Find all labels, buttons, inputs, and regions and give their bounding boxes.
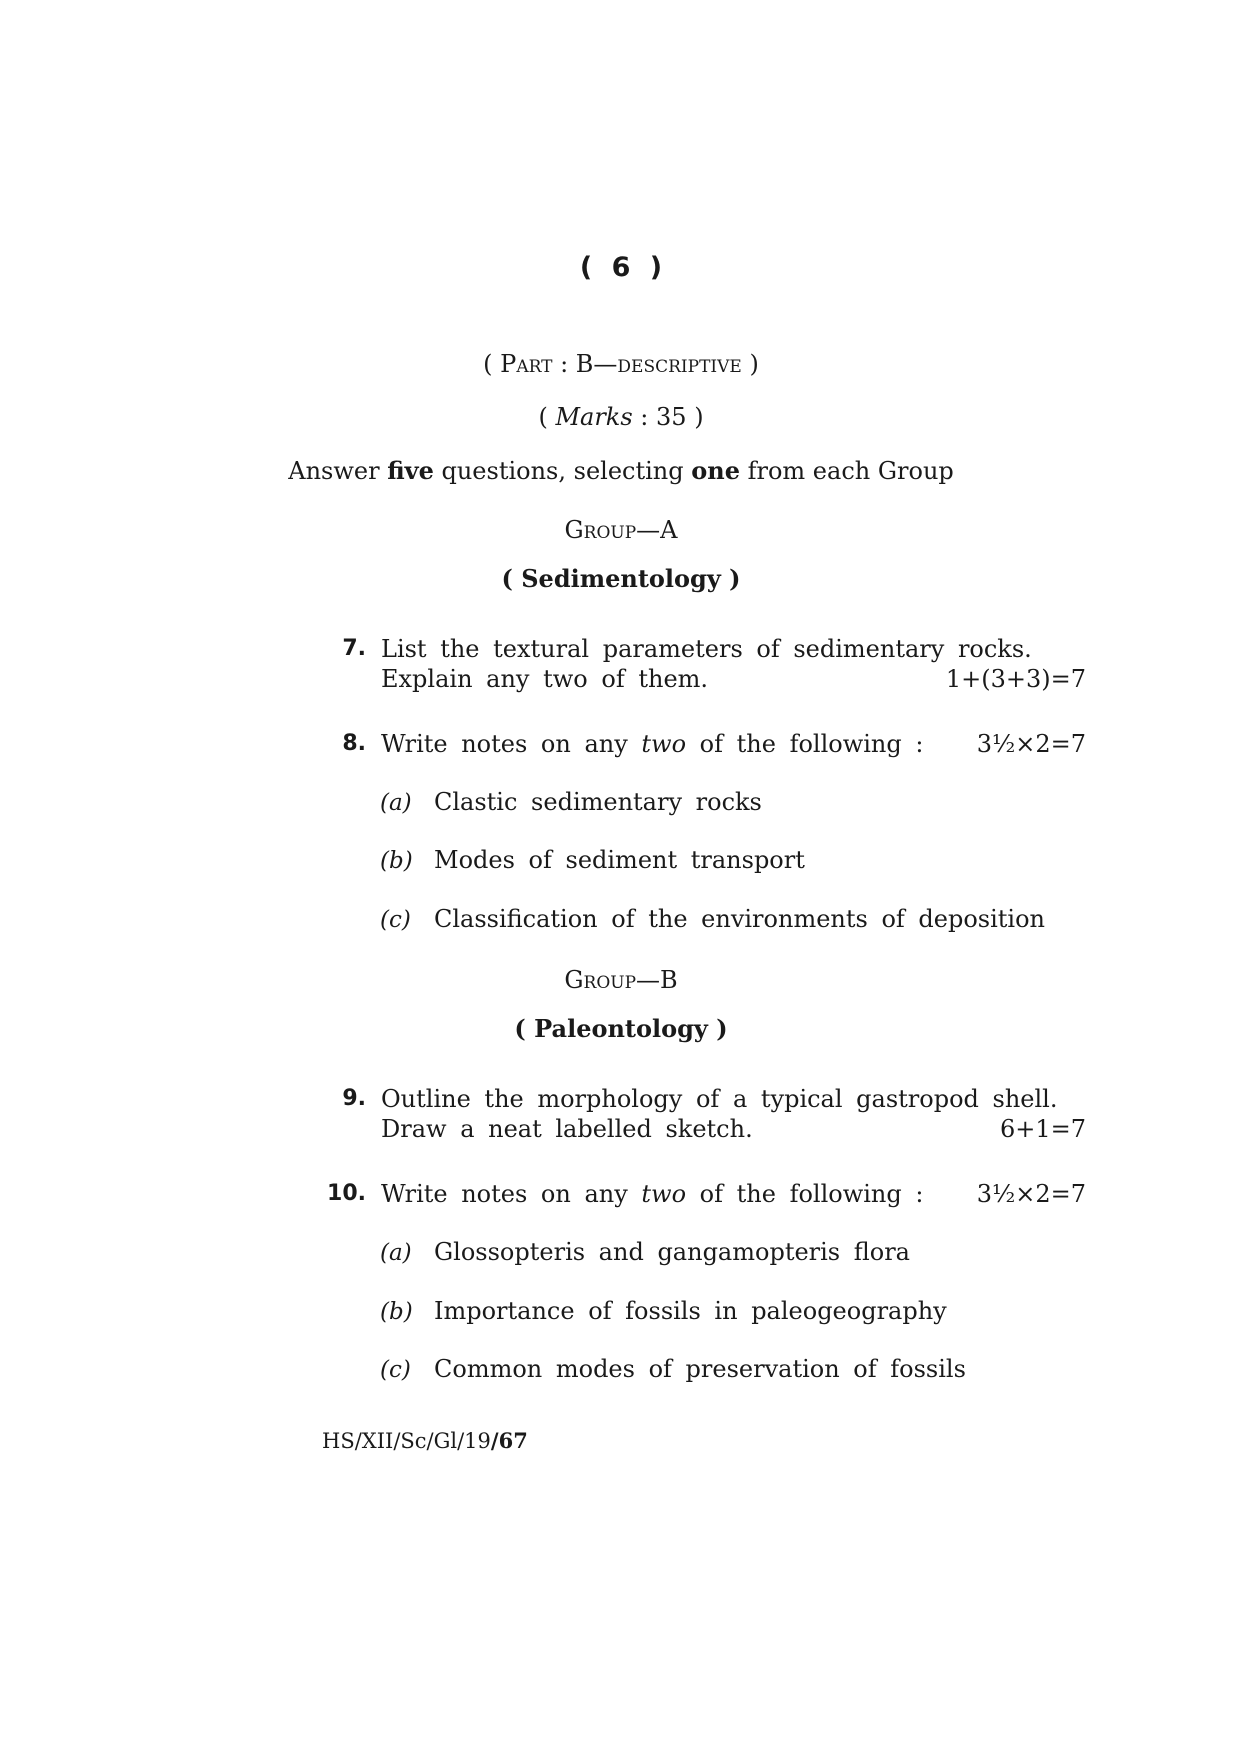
question-text: Write notes on any two of the following : — [381, 1180, 924, 1208]
question-text: Explain any two of them. — [381, 665, 709, 693]
marks-label: Marks — [555, 403, 633, 431]
question-9 — [320, 1084, 1086, 1144]
question-number: 8. — [342, 731, 366, 756]
option-label: (a) — [380, 1240, 412, 1266]
question-text: Draw a neat labelled sketch. — [381, 1115, 753, 1143]
option-label: (b) — [380, 848, 413, 874]
option-text: Common modes of preservation of fossils — [434, 1355, 966, 1383]
question-number: 9. — [342, 1086, 366, 1111]
paper-code: HS/XII/Sc/Gl/19/67 — [322, 1428, 528, 1453]
group-a-title: Group—A — [564, 516, 678, 544]
option-text: Classification of the environments of deposition — [434, 905, 1046, 933]
question-marks: 6+1=7 — [999, 1115, 1086, 1143]
option-label: (a) — [380, 790, 412, 816]
marks-value: : 35 — [640, 403, 687, 431]
option-text: Glossopteris and gangamopteris flora — [434, 1238, 910, 1266]
option-8a — [380, 788, 762, 816]
total-marks: ( Marks : 35 ) — [538, 403, 704, 431]
part-name: Part : B—descriptive — [500, 350, 742, 378]
option-label: (c) — [380, 1357, 411, 1383]
option-text: Clastic sedimentary rocks — [434, 788, 762, 816]
option-label: (c) — [380, 907, 411, 933]
option-8b — [380, 846, 805, 874]
question-marks: 1+(3+3)=7 — [945, 665, 1086, 693]
option-10c — [380, 1355, 966, 1383]
instruction: Answer five questions, selecting one from each Group — [288, 456, 954, 485]
question-marks: 3½×2=7 — [976, 1180, 1086, 1208]
option-text: Importance of fossils in paleogeography — [434, 1297, 947, 1325]
question-number: 10. — [327, 1181, 366, 1206]
question-text: Write notes on any two of the following : — [381, 730, 924, 758]
question-text: List the textural parameters of sedimentary rocks. — [381, 635, 1032, 663]
part-title: ( Part : B—descriptive ) — [483, 350, 759, 378]
group-b-subtitle: ( Paleontology ) — [514, 1014, 728, 1043]
page-number: ( 6 ) — [579, 252, 663, 283]
option-8c — [380, 905, 1045, 933]
group-a-subtitle: ( Sedimentology ) — [501, 564, 741, 593]
question-8 — [320, 729, 1086, 759]
option-label: (b) — [380, 1299, 413, 1325]
option-10b — [380, 1297, 947, 1325]
option-10a — [380, 1238, 910, 1266]
question-number: 7. — [342, 636, 366, 661]
question-marks: 3½×2=7 — [976, 730, 1086, 758]
question-text: Outline the morphology of a typical gastropod shell. — [381, 1085, 1058, 1113]
question-7 — [320, 634, 1086, 694]
question-10 — [320, 1179, 1086, 1209]
group-b-title: Group—B — [564, 966, 678, 994]
option-text: Modes of sediment transport — [434, 846, 805, 874]
